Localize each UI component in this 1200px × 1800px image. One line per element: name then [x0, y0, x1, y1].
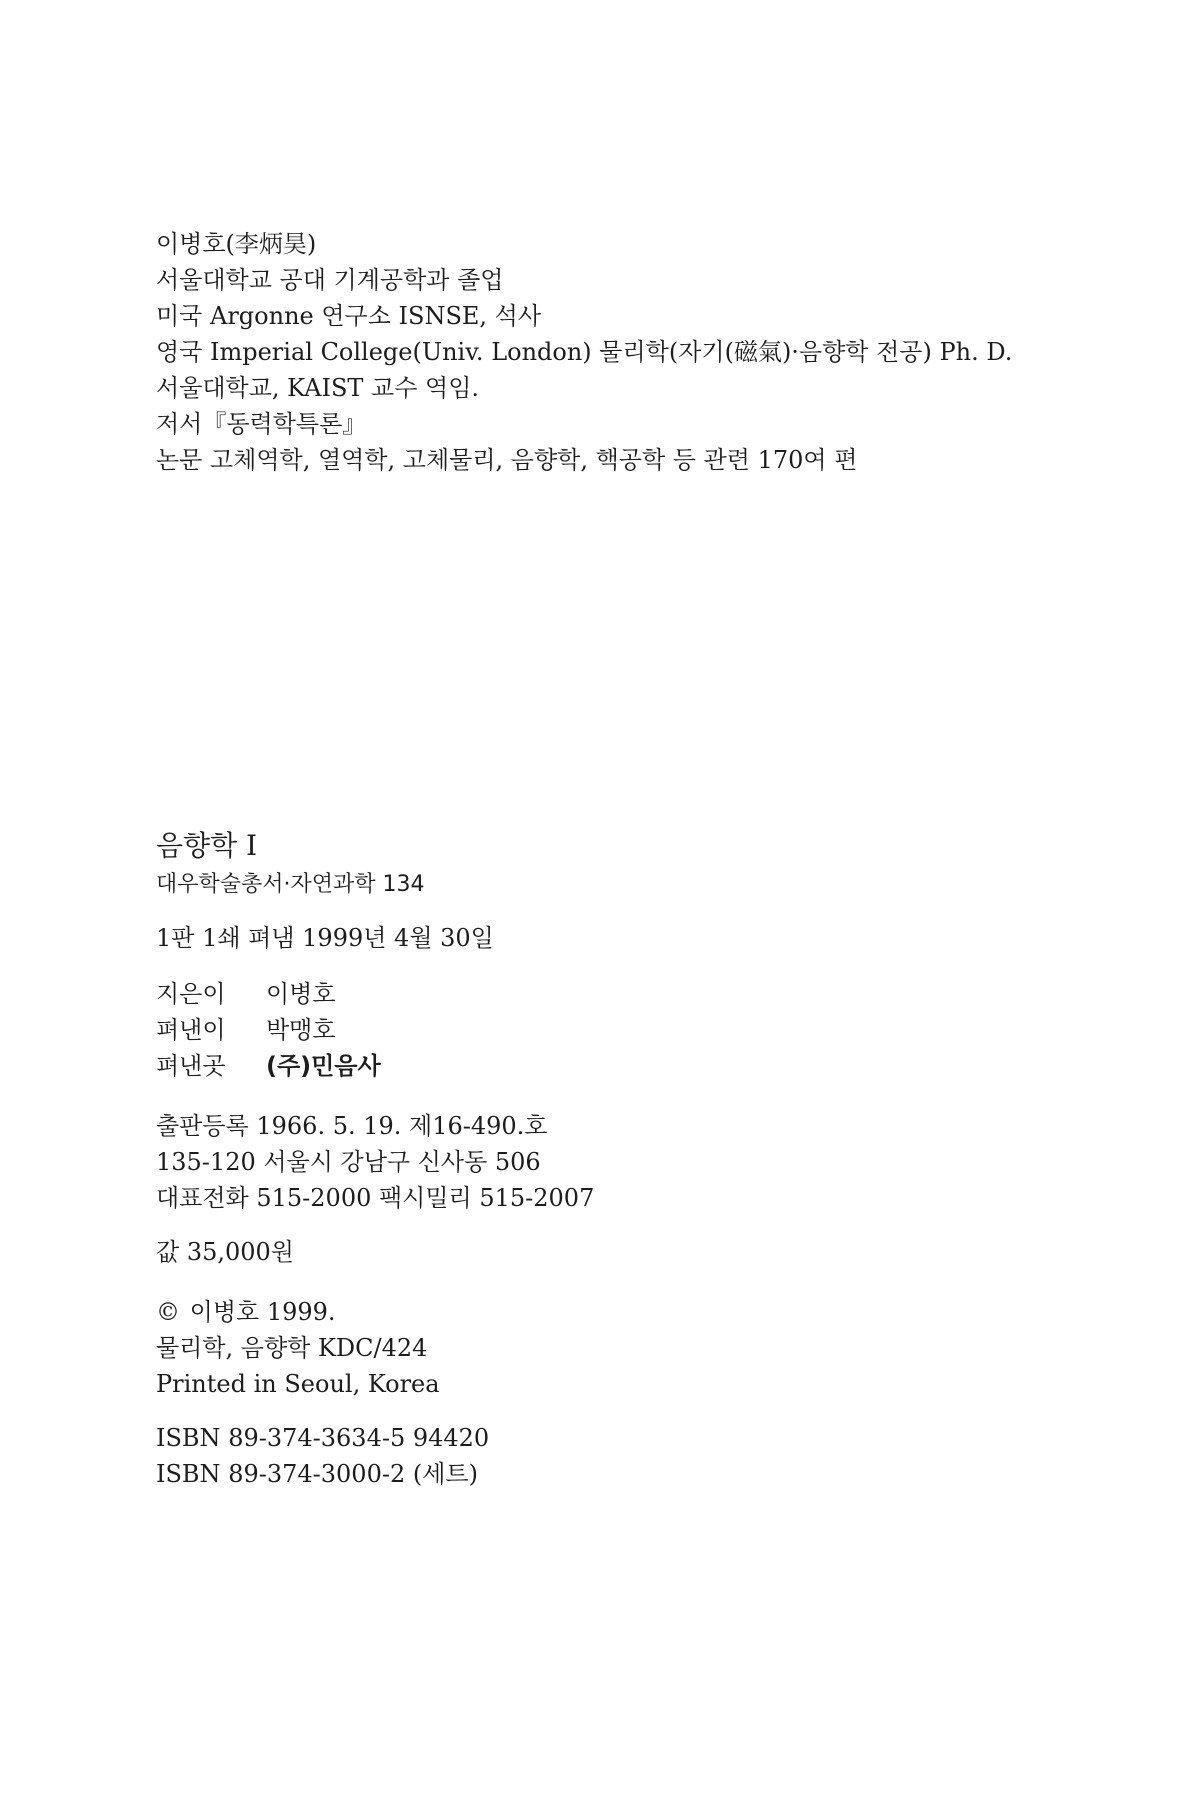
publisher-name: (주)민음사 — [266, 1052, 381, 1080]
book-title: 음향학 I — [156, 829, 258, 862]
bio-line: 미국 Argonne 연구소 ISNSE, 석사 — [156, 302, 542, 330]
staff-label: 지은이 — [156, 980, 226, 1008]
copyright-line — [156, 1294, 440, 1330]
staff-list — [156, 976, 381, 1084]
copyright-text: 이병호 1999. — [189, 1298, 336, 1326]
bio-line: 영국 Imperial College(Univ. London) 물리학(자기(磁氣)·음향학 전공) Ph. D. — [156, 338, 1013, 366]
series-name: 대우학술총서·자연과학 134 — [156, 872, 425, 897]
staff-row — [156, 976, 381, 1012]
staff-value: 박맹호 — [266, 1016, 336, 1044]
address-line: 135-120 서울시 강남구 신사동 506 — [156, 1148, 541, 1176]
bio-line: 서울대학교, KAIST 교수 역임. — [156, 374, 480, 402]
isbn-line: ISBN 89-374-3000-2 (세트) — [156, 1460, 478, 1488]
printed-line: Printed in Seoul, Korea — [156, 1370, 440, 1398]
author-name: 이병호(李炳昊) — [156, 230, 317, 258]
registration-info — [156, 1108, 594, 1216]
registration-line: 출판등록 1966. 5. 19. 제16-490.호 — [156, 1112, 548, 1140]
staff-row — [156, 1012, 381, 1048]
bio-line: 저서『동력학특론』 — [156, 410, 367, 438]
copyright-block — [156, 1294, 440, 1402]
staff-label: 펴낸곳 — [156, 1052, 226, 1080]
staff-value: 이병호 — [266, 980, 336, 1008]
edition-line: 1판 1쇄 펴냄 1999년 4월 30일 — [156, 924, 494, 952]
staff-row — [156, 1048, 381, 1084]
bio-line: 서울대학교 공대 기계공학과 졸업 — [156, 266, 504, 294]
isbn-line: ISBN 89-374-3634-5 94420 — [156, 1424, 490, 1452]
price-block — [156, 1234, 294, 1270]
staff-label: 펴낸이 — [156, 1016, 226, 1044]
classification-line: 물리학, 음향학 KDC/424 — [156, 1334, 428, 1362]
copyright-icon: © — [156, 1298, 180, 1326]
price: 값 35,000원 — [156, 1238, 294, 1266]
author-bio — [156, 226, 1012, 478]
isbn-block — [156, 1420, 489, 1492]
bio-line: 논문 고체역학, 열역학, 고체물리, 음향학, 핵공학 등 관련 170여 편 — [156, 446, 858, 474]
phone-line: 대표전화 515-2000 팩시밀리 515-2007 — [156, 1184, 595, 1212]
